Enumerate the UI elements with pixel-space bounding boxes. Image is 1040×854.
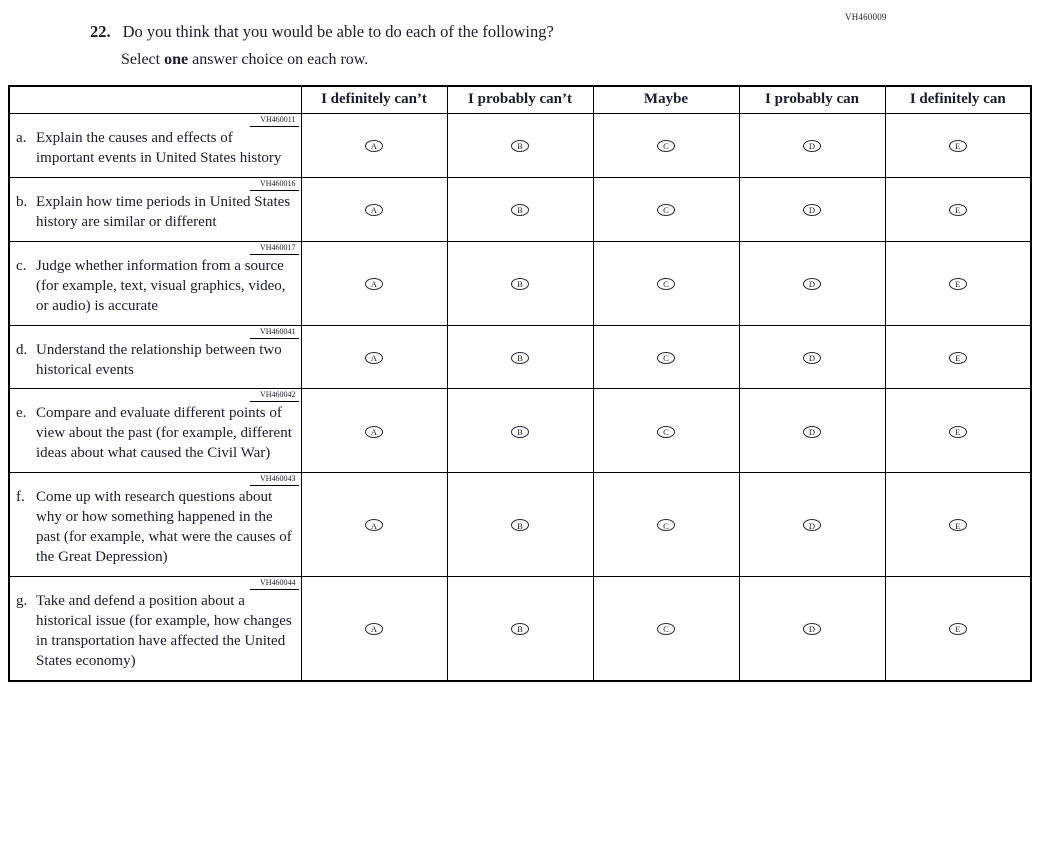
answer-cell: [593, 177, 739, 241]
row-item-code: VH460016: [250, 178, 299, 191]
answer-cell: [739, 114, 885, 178]
instruction-prefix: Select: [121, 51, 165, 68]
row-label-cell: [9, 114, 301, 178]
row-item-code: VH460041: [250, 326, 299, 339]
answer-cell: [301, 325, 447, 389]
question-text: Do you think that you would be able to do each of the following?: [122, 22, 554, 41]
answer-bubble-a[interactable]: A: [365, 352, 383, 364]
answer-cell: [593, 577, 739, 681]
column-header: I definitely can: [885, 86, 1031, 114]
table-row: [9, 325, 1031, 389]
row-text: Explain the causes and effects of important events in United States history: [36, 130, 282, 166]
answer-cell: [885, 577, 1031, 681]
row-text: Compare and evaluate different points of view about the past (for example, different ideas about what caused the Civil War): [36, 405, 292, 462]
row-letter: e.: [16, 405, 27, 422]
row-item-code: VH460011: [250, 114, 298, 127]
answer-cell: [593, 114, 739, 178]
row-item-code-wrap: [16, 326, 299, 339]
row-label: [16, 592, 295, 672]
row-label-cell: [9, 325, 301, 389]
question-line: [90, 22, 920, 42]
answer-cell: [593, 389, 739, 473]
answer-bubble-d[interactable]: D: [803, 140, 821, 152]
row-letter: f.: [16, 489, 25, 506]
question-block: [90, 0, 920, 69]
answer-cell: [739, 389, 885, 473]
row-label-cell: [9, 577, 301, 681]
row-letter: b.: [16, 193, 28, 210]
header-row: [9, 86, 1031, 114]
answer-cell: [885, 473, 1031, 577]
answer-bubble-e[interactable]: E: [949, 352, 967, 364]
answer-bubble-d[interactable]: D: [803, 204, 821, 216]
answer-bubble-d[interactable]: D: [803, 278, 821, 290]
answer-bubble-e[interactable]: E: [949, 426, 967, 438]
answer-cell: [447, 177, 593, 241]
answer-cell: [301, 177, 447, 241]
answer-bubble-e[interactable]: E: [949, 140, 967, 152]
question-instruction: [121, 51, 920, 69]
row-item-code: VH460042: [250, 389, 299, 402]
row-item-code-wrap: [16, 114, 299, 127]
row-text: Judge whether information from a source (for example, text, visual graphics, video, or audio) is accurate: [36, 257, 286, 314]
question-number: 22.: [90, 22, 111, 41]
answer-bubble-c[interactable]: C: [657, 278, 675, 290]
answer-bubble-b[interactable]: B: [511, 519, 529, 531]
answer-cell: [447, 241, 593, 325]
answer-cell: [301, 577, 447, 681]
answer-bubble-c[interactable]: C: [657, 426, 675, 438]
table-row: [9, 177, 1031, 241]
row-label-header: [9, 86, 301, 114]
answer-cell: [301, 473, 447, 577]
row-label-cell: [9, 389, 301, 473]
answer-bubble-b[interactable]: B: [511, 278, 529, 290]
table-row: [9, 577, 1031, 681]
table-row: [9, 473, 1031, 577]
row-text: Come up with research questions about why or how something happened in the past (for example, what were the causes of the Great Depression): [36, 489, 292, 566]
row-label: [16, 193, 295, 233]
answer-cell: [739, 325, 885, 389]
answer-bubble-e[interactable]: E: [949, 519, 967, 531]
row-item-code: VH460044: [250, 577, 299, 590]
answer-cell: [301, 114, 447, 178]
row-label: [16, 341, 295, 381]
answer-bubble-a[interactable]: A: [365, 140, 383, 152]
row-item-code: VH460017: [250, 242, 299, 255]
response-grid: [8, 85, 1032, 682]
answer-bubble-a[interactable]: A: [365, 204, 383, 216]
answer-cell: [447, 577, 593, 681]
answer-bubble-d[interactable]: D: [803, 426, 821, 438]
answer-cell: [447, 325, 593, 389]
answer-bubble-c[interactable]: C: [657, 140, 675, 152]
table-row: [9, 241, 1031, 325]
answer-cell: [739, 577, 885, 681]
answer-bubble-d[interactable]: D: [803, 352, 821, 364]
answer-cell: [739, 177, 885, 241]
row-item-code-wrap: [16, 242, 299, 255]
row-letter: c.: [16, 257, 27, 274]
row-label: [16, 129, 295, 169]
answer-cell: [593, 325, 739, 389]
answer-bubble-b[interactable]: B: [511, 204, 529, 216]
answer-cell: [885, 241, 1031, 325]
answer-bubble-a[interactable]: A: [365, 278, 383, 290]
table-row: [9, 114, 1031, 178]
answer-bubble-c[interactable]: C: [657, 204, 675, 216]
row-letter: d.: [16, 341, 28, 358]
answer-bubble-c[interactable]: C: [657, 519, 675, 531]
answer-cell: [885, 389, 1031, 473]
answer-cell: [301, 241, 447, 325]
page-item-code: VH460009: [845, 12, 887, 22]
answer-bubble-e[interactable]: E: [949, 204, 967, 216]
answer-bubble-b[interactable]: B: [511, 352, 529, 364]
answer-bubble-e[interactable]: E: [949, 278, 967, 290]
column-header: I probably can’t: [447, 86, 593, 114]
row-label-cell: [9, 241, 301, 325]
row-item-code-wrap: [16, 178, 299, 191]
row-text: Explain how time periods in United States history are similar or different: [36, 193, 291, 230]
answer-bubble-d[interactable]: D: [803, 519, 821, 531]
answer-cell: [739, 241, 885, 325]
row-label: [16, 257, 295, 317]
answer-bubble-d[interactable]: D: [803, 623, 821, 635]
instruction-bold-word: one: [164, 51, 189, 68]
row-label: [16, 404, 295, 464]
row-label-cell: [9, 473, 301, 577]
column-header: Maybe: [593, 86, 739, 114]
row-label: [16, 488, 295, 568]
answer-bubble-b[interactable]: B: [511, 623, 529, 635]
answer-bubble-a[interactable]: A: [365, 623, 383, 635]
answer-cell: [447, 114, 593, 178]
row-label-cell: [9, 177, 301, 241]
answer-bubble-a[interactable]: A: [365, 426, 383, 438]
answer-cell: [447, 473, 593, 577]
answer-cell: [301, 389, 447, 473]
answer-bubble-c[interactable]: C: [657, 623, 675, 635]
row-item-code-wrap: [16, 473, 299, 486]
row-item-code-wrap: [16, 577, 299, 590]
row-letter: a.: [16, 130, 27, 146]
instruction-suffix: answer choice on each row.: [188, 51, 369, 68]
answer-cell: [593, 473, 739, 577]
column-header: I definitely can’t: [301, 86, 447, 114]
answer-cell: [885, 325, 1031, 389]
answer-bubble-a[interactable]: A: [365, 519, 383, 531]
answer-cell: [885, 177, 1031, 241]
row-text: Understand the relationship between two historical events: [36, 341, 282, 378]
answer-cell: [447, 389, 593, 473]
answer-cell: [885, 114, 1031, 178]
answer-bubble-b[interactable]: B: [511, 426, 529, 438]
answer-bubble-e[interactable]: E: [949, 623, 967, 635]
row-item-code: VH460043: [250, 473, 299, 486]
table-row: [9, 389, 1031, 473]
column-header: I probably can: [739, 86, 885, 114]
row-text: Take and defend a position about a historical issue (for example, how changes in transportation have affected the United States economy): [36, 593, 292, 669]
answer-cell: [739, 473, 885, 577]
answer-bubble-b[interactable]: B: [511, 140, 529, 152]
row-letter: g.: [16, 593, 28, 609]
answer-bubble-c[interactable]: C: [657, 352, 675, 364]
row-item-code-wrap: [16, 389, 299, 402]
answer-cell: [593, 241, 739, 325]
